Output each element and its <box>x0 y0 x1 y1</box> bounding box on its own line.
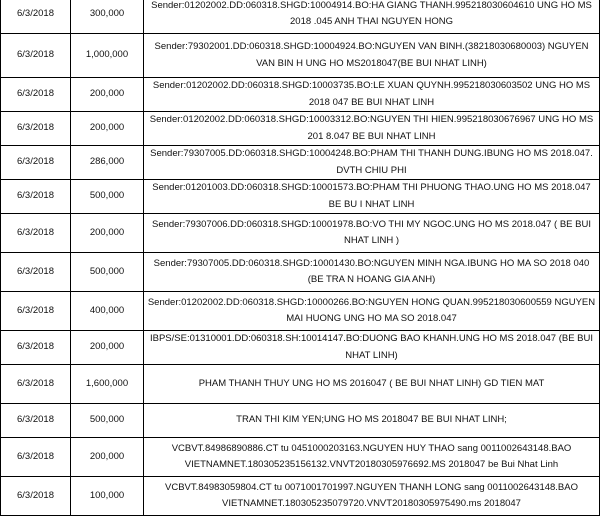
table-row <box>1 331 600 365</box>
table-row <box>1 34 600 78</box>
description-cell: TRAN THI KIM YEN;UNG HO MS 2018047 BE BUI NHAT LINH; <box>144 404 600 438</box>
amount-cell: 300,000 <box>71 0 144 34</box>
table-row <box>1 365 600 404</box>
table-row <box>1 477 600 516</box>
description-cell: Sender:79307006.DD:060318.SHGD:10001978.BO:VO THI MY NGOC.UNG HO MS 2018.047 ( BE BUI NHAT LINH ) <box>144 214 600 253</box>
date-cell: 6/3/2018 <box>1 34 71 78</box>
table-row <box>1 78 600 112</box>
amount-cell: 500,000 <box>71 253 144 292</box>
date-cell: 6/3/2018 <box>1 0 71 34</box>
table-row <box>1 0 600 34</box>
description-cell: VCBVT.84983059804.CT tu 0071001701997.NGUYEN THANH LONG sang 0011002643148.BAO VIETNAMNET.180305235079720.VNVT20180305975490.ms 2018047 <box>144 477 600 516</box>
amount-cell: 200,000 <box>71 112 144 146</box>
description-cell: IBPS/SE:01310001.DD:060318.SH:10014147.BO:DUONG BAO KHANH.UNG HO MS 2018.047 (BE BUI NHAT LINH) <box>144 331 600 365</box>
table-row <box>1 292 600 331</box>
date-cell: 6/3/2018 <box>1 78 71 112</box>
table-row <box>1 214 600 253</box>
date-cell: 6/3/2018 <box>1 331 71 365</box>
table-row <box>1 438 600 477</box>
amount-cell: 200,000 <box>71 214 144 253</box>
description-cell: Sender:01202002.DD:060318.SHGD:10003312.BO:NGUYEN THI HIEN.995218030676967 UNG HO MS 201 8.047 BE BUI NHAT LINH <box>144 112 600 146</box>
amount-cell: 500,000 <box>71 404 144 438</box>
date-cell: 6/3/2018 <box>1 404 71 438</box>
description-cell: Sender:01201003.DD:060318.SHGD:10001573.BO:PHAM THI PHUONG THAO.UNG HO MS 2018.047 BE BU I NHAT LINH <box>144 180 600 214</box>
amount-cell: 1,000,000 <box>71 34 144 78</box>
table-row <box>1 180 600 214</box>
amount-cell: 500,000 <box>71 180 144 214</box>
description-cell: Sender:79302001.DD:060318.SHGD:10004924.BO:NGUYEN VAN BINH.(38218030680003) NGUYEN VAN BIN H UNG HO MS2018047(BE BUI NHAT LINH) <box>144 34 600 78</box>
date-cell: 6/3/2018 <box>1 253 71 292</box>
amount-cell: 400,000 <box>71 292 144 331</box>
date-cell: 6/3/2018 <box>1 292 71 331</box>
table-row <box>1 112 600 146</box>
description-cell: Sender:79307005.DD:060318.SHGD:10001430.BO:NGUYEN MINH NGA.IBUNG HO MA SO 2018 040 (BE TRA N HOANG GIA ANH) <box>144 253 600 292</box>
table-row <box>1 253 600 292</box>
amount-cell: 200,000 <box>71 331 144 365</box>
amount-cell: 100,000 <box>71 477 144 516</box>
date-cell: 6/3/2018 <box>1 112 71 146</box>
description-cell: PHAM THANH THUY UNG HO MS 2016047 ( BE BUI NHAT LINH) GD TIEN MAT <box>144 365 600 404</box>
description-cell: Sender:01202002.DD:060318.SHGD:10004914.BO:HA GIANG THANH.995218030604610 UNG HO MS 2018 .045 ANH THAI NGUYEN HONG <box>144 0 600 34</box>
description-cell: Sender:79307005.DD:060318.SHGD:10004248.BO:PHAM THI THANH DUNG.IBUNG HO MS 2018.047. DVTH CHIU PHI <box>144 146 600 180</box>
date-cell: 6/3/2018 <box>1 180 71 214</box>
table-row <box>1 404 600 438</box>
table-row <box>1 146 600 180</box>
date-cell: 6/3/2018 <box>1 214 71 253</box>
description-cell: Sender:01202002.DD:060318.SHGD:10000266.BO:NGUYEN HONG QUAN.995218030600559 NGUYEN MAI HUONG UNG HO MA SO 2018.047 <box>144 292 600 331</box>
transaction-table-body <box>1 0 600 516</box>
description-cell: VCBVT.84986890886.CT tu 0451000203163.NGUYEN HUY THAO sang 0011002643148.BAO VIETNAMNET.180305235156132.VNVT20180305976692.MS 2018047 be Bui Nhat Linh <box>144 438 600 477</box>
amount-cell: 200,000 <box>71 78 144 112</box>
date-cell: 6/3/2018 <box>1 365 71 404</box>
amount-cell: 286,000 <box>71 146 144 180</box>
amount-cell: 1,600,000 <box>71 365 144 404</box>
amount-cell: 200,000 <box>71 438 144 477</box>
date-cell: 6/3/2018 <box>1 438 71 477</box>
description-cell: Sender:01202002.DD:060318.SHGD:10003735.BO:LE XUAN QUYNH.995218030603502 UNG HO MS 2018 047 BE BUI NHAT LINH <box>144 78 600 112</box>
date-cell: 6/3/2018 <box>1 477 71 516</box>
date-cell: 6/3/2018 <box>1 146 71 180</box>
